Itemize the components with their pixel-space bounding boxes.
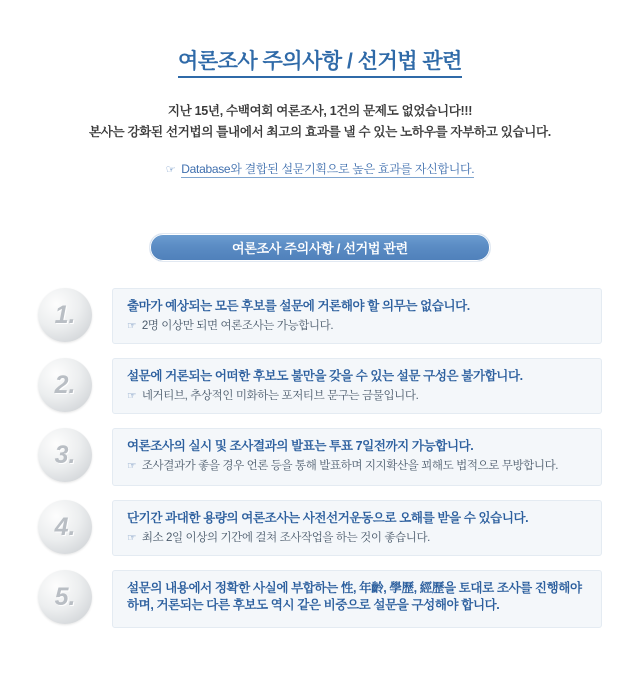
item-headline: 출마가 예상되는 모든 후보를 설문에 거론해야 할 의무는 없습니다. [127, 299, 470, 313]
item-detail: 조사결과가 좋을 경우 언론 등을 통해 발표하며 지지확산을 꾀해도 법적으로 무방합니다. [141, 460, 559, 472]
pointing-hand-icon: ☞ [127, 532, 137, 544]
pointing-hand-icon: ☞ [127, 390, 137, 402]
item-headline: 여론조사의 실시 및 조사결과의 발표는 투표 7일전까지 가능합니다. [127, 439, 474, 453]
item-headline: 설문에 거론되는 어떠한 후보도 불만을 갖을 수 있는 설문 구성은 불가합니다. [127, 369, 523, 383]
list-item [38, 428, 602, 486]
item-number-label: 5. [54, 582, 76, 611]
subnote-text: Database와 결합된 설문기획으로 높은 효과를 자신합니다. [181, 162, 475, 176]
pointing-hand-icon: ☞ [127, 460, 137, 472]
section-banner-label: 여론조사 주의사항 / 선거법 관련 [232, 241, 408, 256]
item-number-label: 3. [54, 440, 76, 469]
list-item [38, 500, 602, 556]
subnote [0, 160, 640, 177]
item-detail: 네거티브, 추상적인 미화하는 포저티브 문구는 금물입니다. [141, 390, 419, 402]
item-number-label: 2. [54, 370, 76, 399]
page-title-text: 여론조사 주의사항 / 선거법 관련 [178, 50, 462, 78]
item-body [112, 358, 602, 414]
item-number-badge [38, 428, 112, 482]
item-detail-row [127, 389, 589, 404]
section-banner [149, 233, 491, 262]
item-number-badge [38, 500, 112, 554]
item-number-badge [38, 358, 112, 412]
item-detail: 2명 이상만 되면 여론조사는 가능합니다. [141, 320, 334, 332]
pointing-hand-icon: ☞ [165, 164, 176, 176]
item-number-badge [38, 288, 112, 342]
list-item [38, 570, 602, 628]
item-body [112, 500, 602, 556]
item-detail-row [127, 459, 589, 474]
item-detail-row [127, 531, 589, 546]
item-headline: 설문의 내용에서 정확한 사실에 부합하는 性, 年齡, 學歷, 經歷을 토대로 조사를 진행해야 하며, 거론되는 다른 후보도 역시 같은 비중으로 설문을 구성해야 합니다. [127, 581, 582, 612]
item-detail-row [127, 319, 589, 334]
item-body [112, 428, 602, 486]
item-body [112, 288, 602, 344]
item-number-label: 1. [54, 300, 76, 329]
item-headline: 단기간 과대한 용량의 여론조사는 사전선거운동으로 오해를 받을 수 있습니다. [127, 511, 529, 525]
lead-line-1: 지난 15년, 수백여회 여론조사, 1건의 문제도 없었습니다!!! [167, 104, 473, 118]
lead-paragraph [0, 101, 640, 143]
item-number-badge [38, 570, 112, 624]
section-banner-wrapper [0, 233, 640, 262]
pointing-hand-icon: ☞ [127, 320, 137, 332]
list-item [38, 288, 602, 344]
item-detail: 최소 2일 이상의 기간에 걸쳐 조사작업을 하는 것이 좋습니다. [141, 532, 430, 544]
page-title [0, 0, 640, 75]
item-body [112, 570, 602, 628]
item-number-label: 4. [54, 512, 76, 541]
list-item [38, 358, 602, 414]
lead-line-2: 본사는 강화된 선거법의 틀내에서 최고의 효과를 낼 수 있는 노하우를 자부하고 있습니다. [89, 125, 551, 139]
notice-list [0, 288, 640, 628]
